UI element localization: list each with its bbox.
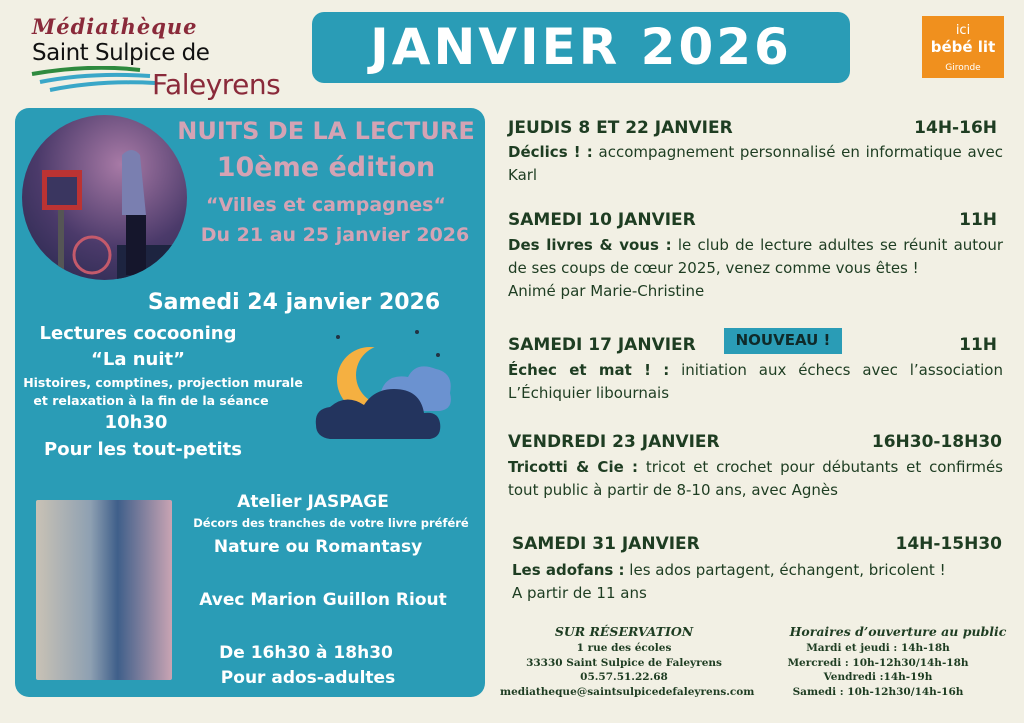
cocoon-title: Lectures cocooning: [39, 323, 237, 344]
hours-line: Samedi : 10h-12h30/14h-16h: [792, 685, 964, 698]
hours-title: Horaires d’ouverture au public: [789, 624, 1007, 639]
event-desc: initiation aux échecs avec l’association L’Échiquier libournais: [508, 361, 1003, 402]
event-date: VENDREDI 23 JANVIER: [508, 432, 720, 452]
badge-line2: bébé lit: [930, 38, 996, 56]
event-text: [512, 559, 1007, 582]
event-desc: tricot et crochet pour débutants et confirmés tout public à partir de 8-10 ans, avec Agnès: [508, 458, 1004, 499]
atelier-public: Pour ados-adultes: [220, 668, 396, 688]
edition: 10ème édition: [216, 152, 436, 183]
event-date: SAMEDI 17 JANVIER: [508, 335, 696, 355]
event-time: 11H: [959, 210, 997, 230]
logo-mediatheque: Médiathèque: [32, 14, 198, 39]
event-name: Échec et mat ! :: [508, 361, 670, 379]
phone: 05.57.51.22.68: [580, 671, 668, 683]
event-time: 11H: [959, 335, 997, 355]
theme: “Villes et campagnes“: [206, 194, 446, 216]
jaspage-book-photo: [36, 500, 172, 680]
event-name: Des livres & vous :: [508, 236, 672, 254]
cocoon-public: Pour les tout-petits: [44, 439, 242, 460]
hours-block: [784, 623, 1012, 699]
cocoon-name: “La nuit”: [91, 349, 185, 370]
contact-block: [500, 623, 755, 699]
cocoon-desc1: Histoires, comptines, projection murale: [23, 375, 303, 390]
address-line: 1 rue des écoles: [576, 642, 672, 654]
atelier-time: De 16h30 à 18h30: [219, 643, 393, 663]
hours-line: Mardi et jeudi : 14h-18h: [806, 642, 950, 654]
atelier-title: Atelier JASPAGE: [237, 492, 389, 512]
illustration-icon: [22, 115, 187, 280]
nuits-title: NUITS DE LA LECTURE: [177, 117, 475, 145]
event-date: SAMEDI 31 JANVIER: [512, 534, 700, 554]
event-time: 14H-15H30: [895, 534, 1002, 554]
badge-line1: ici: [955, 23, 971, 38]
atelier-theme: Nature ou Romantasy: [213, 537, 423, 557]
logo-faleyrens: Faleyrens: [152, 68, 281, 101]
logo-town: Saint Sulpice de: [32, 40, 210, 66]
event-date: JEUDIS 8 ET 22 JANVIER: [508, 118, 733, 138]
event-desc: le club de lecture adultes se réunit autour de ses coups de cœur 2025, venez comme vous êtes !: [508, 236, 1004, 277]
hours-line: Vendredi :14h-19h: [823, 671, 933, 683]
month-title: JANVIER 2026: [312, 12, 850, 83]
festival-dates: Du 21 au 25 janvier 2026: [200, 224, 470, 246]
event-name: Déclics ! :: [508, 143, 593, 161]
event-desc: les ados partagent, échangent, bricolent !: [624, 561, 946, 579]
event-extra: A partir de 11 ans: [512, 584, 647, 602]
event-text: [508, 141, 1003, 187]
event-extra: Animé par Marie-Christine: [508, 282, 705, 300]
event-name: Tricotti & Cie :: [508, 458, 639, 476]
event-date: SAMEDI 10 JANVIER: [508, 210, 696, 230]
event-desc: accompagnement personnalisé en informatique avec Karl: [508, 143, 1003, 184]
event-day: Samedi 24 janvier 2026: [147, 290, 441, 315]
atelier-desc: Décors des tranches de votre livre préféré: [193, 516, 469, 530]
badge-gironde: Gironde: [945, 63, 981, 73]
address-line: 33330 Saint Sulpice de Faleyrens: [526, 656, 722, 669]
hours-line: Mercredi : 10h-12h30/14h-18h: [787, 656, 969, 669]
cocoon-time: 10h30: [104, 412, 168, 433]
moon-cloud-icon: [310, 325, 455, 453]
logo-waves-icon: [30, 66, 160, 96]
nouveau-tag: NOUVEAU !: [724, 328, 842, 354]
event-time: 16H30-18H30: [871, 432, 1002, 452]
atelier-with: Avec Marion Guillon Riout: [199, 590, 447, 610]
event-text: [508, 359, 1003, 405]
event-text: [508, 234, 1003, 280]
event-text: [508, 456, 1003, 502]
event-name: Les adofans :: [512, 561, 625, 579]
night-reading-illustration: [22, 115, 187, 280]
event-time: 14H-16H: [914, 118, 997, 138]
ici-bebe-lit-logo: [922, 16, 1004, 78]
reservation-title: SUR RÉSERVATION: [554, 624, 694, 639]
email-link[interactable]: mediatheque@saintsulpicedefaleyrens.com: [500, 685, 755, 698]
cocoon-desc2: et relaxation à la fin de la séance: [33, 393, 269, 408]
